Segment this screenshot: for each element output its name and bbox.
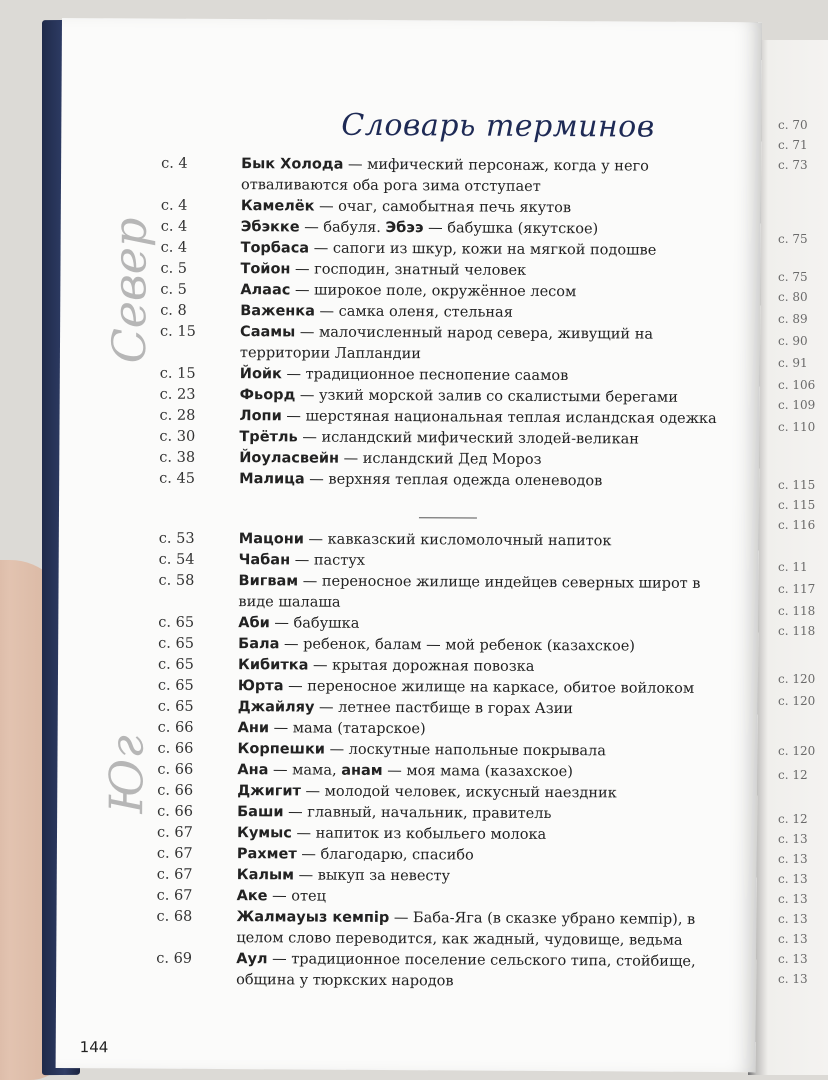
entry-definition: — мифический персонаж, когда у него отваливаются оба рога зима отступает: [240, 156, 649, 195]
entry-term: Трётль: [239, 429, 298, 446]
entry-page-ref: с. 4: [161, 155, 188, 172]
entry-page-ref: с. 23: [159, 386, 196, 403]
entry-definition: — благодарю, спасибо: [296, 846, 474, 864]
entry-definition: — самка оленя, стельная: [314, 303, 513, 321]
entry-body: [238, 718, 718, 742]
right-page-ref: с. 12: [778, 812, 808, 826]
entry-term: Лопи: [239, 408, 282, 425]
right-page-ref: с. 118: [778, 604, 816, 618]
entry-definition: — очаг, самобытная печь якутов: [314, 198, 572, 217]
entry-definition: — господин, знатный человек: [290, 261, 527, 279]
right-page-ref: с. 13: [778, 892, 808, 906]
section-divider: [419, 517, 477, 518]
right-page-ref: с. 12: [778, 768, 808, 782]
entry-body: [241, 238, 721, 262]
entry-page-ref: с. 69: [156, 950, 193, 967]
right-page-ref: с. 117: [778, 582, 816, 596]
entry-definition: — мама,: [268, 762, 342, 779]
entry-body: [239, 427, 719, 451]
entry-page-ref: с. 28: [159, 407, 196, 424]
entry-definition: — переносное жилище на каркасе, обитое войлоком: [283, 678, 695, 697]
right-page-ref: с. 13: [778, 972, 808, 986]
entry-page-ref: с. 4: [160, 197, 188, 214]
section-label-south: Юг: [99, 735, 154, 814]
glossary-entry: [156, 949, 716, 994]
entry-term: Бык Холода: [241, 156, 344, 173]
entry-body: [237, 823, 717, 847]
page-number: 144: [79, 1038, 109, 1057]
right-page-ref: с. 73: [778, 158, 808, 172]
entry-body: [238, 571, 718, 616]
entry-body: [241, 196, 721, 220]
entry-body: [240, 259, 720, 283]
entry-definition: — молодой человек, искусный наездник: [300, 783, 617, 802]
entry-page-ref: с. 67: [156, 866, 193, 883]
entry-term: Ани: [237, 720, 270, 737]
entry-definition: — ребенок, балам — мой ребенок (казахское): [279, 636, 636, 655]
entry-body: [239, 550, 719, 574]
entry-term: Торбаса: [240, 240, 310, 257]
entry-body: [240, 364, 720, 388]
entry-body: [239, 469, 719, 493]
entry-page-ref: с. 4: [160, 218, 188, 235]
entry-page-ref: с. 15: [159, 365, 196, 382]
entry-body: [237, 802, 717, 826]
entry-page-ref: с. 66: [157, 740, 194, 757]
right-page-ref: с. 110: [778, 420, 816, 434]
entry-page-ref: с. 45: [159, 470, 196, 487]
entry-body: [236, 907, 716, 952]
right-page-ref: с. 11: [778, 560, 808, 574]
glossary-entry: [156, 907, 716, 952]
entry-definition: — малочисленный народ севера, живущий на территории Лапландии: [239, 324, 654, 363]
entry-term: Бала: [238, 636, 280, 653]
entry-page-ref: с. 66: [157, 761, 194, 778]
entry-body: [239, 529, 719, 553]
entry-body: [237, 781, 717, 805]
entry-definition: — шерстяная национальная теплая исландская одежка: [281, 408, 717, 428]
right-page-ref: с. 120: [778, 672, 816, 686]
entry-definition: — крытая дорожная повозка: [308, 657, 535, 675]
entry-term: Калым: [236, 867, 295, 884]
entry-body: [238, 655, 718, 679]
entry-body: [241, 154, 721, 199]
entry-term: Рахмет: [236, 846, 297, 863]
entry-body: [238, 613, 718, 637]
entry-body: [237, 886, 717, 910]
book-page: [56, 18, 762, 1072]
entry-term: Малица: [239, 471, 305, 488]
entry-page-ref: с. 54: [158, 551, 195, 568]
right-page-ref: с. 91: [778, 356, 808, 370]
entry-body: [236, 949, 716, 994]
glossary-entry: [159, 469, 719, 493]
entry-definition: — исландский мифический злодей-великан: [297, 429, 640, 448]
right-page-ref: с. 80: [778, 290, 808, 304]
entry-body: [240, 301, 720, 325]
entry-definition: — традиционное поселение сельского типа, стойбище, община у тюркских народов: [236, 951, 696, 990]
entry-term: Чабан: [238, 552, 291, 569]
entry-term: Фьорд: [239, 387, 296, 404]
entry-term: Важенка: [240, 303, 316, 320]
right-page-ref: с. 13: [778, 852, 808, 866]
right-page-ref: с. 89: [778, 312, 808, 326]
entry-term: Аке: [236, 888, 268, 905]
page-title: Словарь терминов: [341, 107, 655, 145]
entry-body: [240, 385, 720, 409]
entry-page-ref: с. 58: [158, 572, 195, 589]
entry-page-ref: с. 65: [158, 635, 195, 652]
entry-definition: — отец: [267, 888, 326, 905]
entry-term: Кумыс: [236, 825, 292, 842]
south-entries-list: [156, 529, 719, 994]
entry-term: Жалмауыз кемпір: [236, 909, 390, 927]
entry-definition: — Баба-Яга (в сказке убрано кемпір), в целом слово переводится, как жадный, чудовище, ведьма: [236, 910, 696, 949]
entry-definition: — пастух: [290, 552, 366, 569]
entry-definition: — бабуля.: [299, 219, 386, 236]
entry-page-ref: с. 38: [159, 449, 196, 466]
entry-body: [237, 844, 717, 868]
entry-term: Кибитка: [238, 657, 309, 674]
entry-term: Камелёк: [240, 198, 315, 215]
entry-body: [238, 676, 718, 700]
entry-definition: — бабушка: [269, 615, 360, 632]
entry-page-ref: с. 66: [157, 803, 193, 820]
entry-definition: — выкуп за невесту: [293, 867, 451, 885]
entry-term: Саамы: [240, 324, 296, 341]
entry-definition: — верхняя теплая одежда оленеводов: [304, 471, 603, 490]
right-page-ref: с. 13: [778, 932, 808, 946]
entry-body: [239, 448, 719, 472]
entry-page-ref: с. 67: [156, 887, 193, 904]
entry-body: [237, 739, 717, 763]
entry-body: [238, 634, 718, 658]
right-page-ref: с. 70: [778, 118, 808, 132]
entry-page-ref: с. 53: [158, 530, 195, 547]
entry-definition: — мама (татарское): [269, 720, 426, 738]
section-label-north: Север: [101, 217, 157, 364]
entry-term: Юрта: [237, 678, 284, 695]
entry-page-ref: с. 67: [156, 824, 193, 841]
entry-page-ref: с. 5: [160, 281, 187, 298]
north-entries-list: [159, 154, 721, 493]
right-page-ref: с. 71: [778, 138, 808, 152]
entry-definition: — традиционное песнопение саамов: [281, 366, 569, 385]
right-page-ref: с. 120: [778, 694, 816, 708]
right-page-ref: с. 13: [778, 832, 808, 846]
entry-term: Джайляу: [237, 699, 315, 716]
entry-term: Вигвам: [238, 573, 299, 590]
entry-definition: — переносное жилище индейцев северных широт в виде шалаша: [238, 573, 701, 611]
right-page-ref: с. 13: [778, 952, 808, 966]
entry-page-ref: с. 8: [160, 302, 187, 319]
right-page-ref: с. 106: [778, 378, 816, 392]
entry-term-secondary: Эбээ: [385, 219, 424, 237]
entry-body: [237, 760, 717, 784]
entry-definition: — напиток из кобыльего молока: [291, 825, 547, 843]
entry-body: [240, 322, 720, 367]
right-page-ref: с. 118: [778, 624, 816, 638]
entry-definition: — летнее пастбище в горах Азии: [314, 699, 574, 718]
entry-page-ref: с. 15: [160, 323, 196, 340]
entry-page-ref: с. 68: [156, 908, 193, 925]
entry-body: [240, 406, 720, 430]
entry-definition: — главный, начальник, правитель: [283, 804, 552, 823]
right-page-ref: с. 90: [778, 334, 808, 348]
glossary-entry: [160, 322, 720, 367]
right-page-ref: с. 13: [778, 872, 808, 886]
glossary-entry: [158, 571, 718, 616]
entry-definition: — исландский Дед Мороз: [339, 450, 542, 468]
entry-term: Аби: [238, 615, 270, 632]
entry-term: Баши: [237, 804, 284, 821]
glossary-entry: [161, 154, 721, 199]
entry-definition-secondary: — бабушка (якутское): [423, 220, 599, 238]
entry-term: Корпешки: [237, 741, 326, 758]
right-page-ref: с. 75: [778, 270, 808, 284]
entry-definition: — сапоги из шкур, кожи на мягкой подошве: [309, 240, 657, 259]
entry-page-ref: с. 5: [160, 260, 188, 277]
right-page-ref: с. 120: [778, 744, 816, 758]
right-page-ref: с. 109: [778, 398, 816, 412]
entry-page-ref: с. 4: [160, 239, 188, 256]
entry-term: Аул: [236, 951, 268, 968]
entry-body: [241, 217, 721, 241]
entry-term: Мацони: [238, 531, 304, 548]
entry-term: Тойон: [240, 261, 291, 278]
entry-page-ref: с. 65: [157, 698, 194, 715]
entry-page-ref: с. 67: [156, 845, 193, 862]
entry-page-ref: с. 30: [159, 428, 196, 445]
entry-term: Алаас: [240, 282, 291, 299]
entry-definition: — кавказский кисломолочный напиток: [303, 531, 612, 550]
right-page-ref: с. 115: [778, 498, 816, 512]
entry-term-secondary: анам: [341, 762, 383, 779]
right-page-ref: с. 75: [778, 232, 808, 246]
entry-term: Эбэкке: [240, 219, 300, 236]
right-page-ref: с. 115: [778, 478, 816, 492]
right-page-ref: с. 116: [778, 518, 816, 532]
entry-definition-secondary: — моя мама (казахское): [382, 762, 573, 781]
entry-body: [240, 280, 720, 304]
entry-term: Йоуласвейн: [239, 450, 340, 467]
entry-page-ref: с. 66: [157, 719, 194, 736]
entry-term: Йойк: [239, 366, 282, 383]
entry-page-ref: с. 65: [158, 656, 194, 673]
entry-definition: — лоскутные напольные покрывала: [324, 741, 606, 760]
entry-body: [238, 697, 718, 721]
entry-page-ref: с. 65: [157, 677, 194, 694]
entry-term: Ана: [237, 762, 269, 779]
entry-page-ref: с. 65: [158, 614, 195, 631]
entry-definition: — широкое поле, окружённое лесом: [290, 282, 577, 301]
entry-definition: — узкий морской залив со скалистыми берегами: [295, 387, 678, 406]
entry-term: Джигит: [237, 783, 301, 800]
right-page-ref: с. 13: [778, 912, 808, 926]
entry-page-ref: с. 66: [157, 782, 194, 799]
entry-body: [237, 865, 717, 889]
